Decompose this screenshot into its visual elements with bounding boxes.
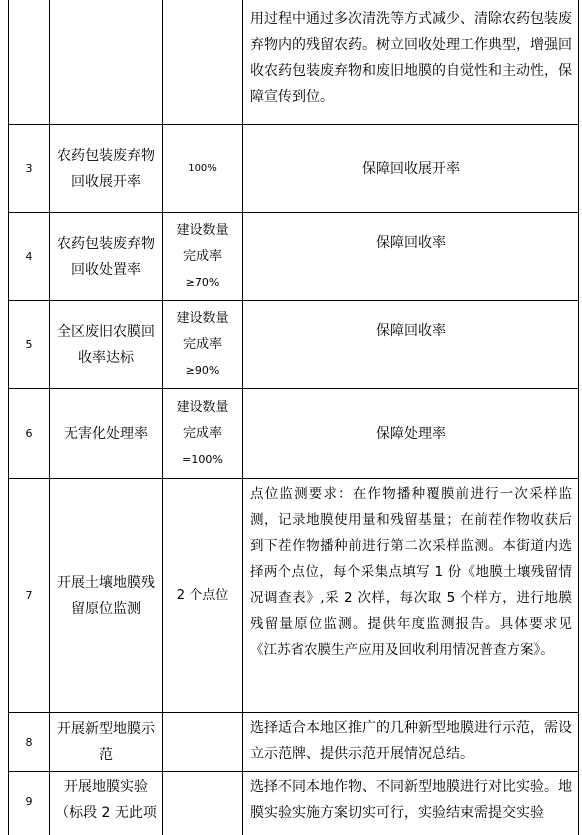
row-number: 8 [25,735,33,749]
target-line: 建设数量 [176,399,229,415]
table-row [0,713,582,771]
table-row [0,213,582,300]
target-line: 完成率 [182,425,222,441]
target-value [163,713,242,771]
item-name: 无害化处理率 [64,425,148,442]
requirement-text: 用过程中通过多次清洗等方式减少、清除农药包装废弃物内的残留农药。树立回收处理工作典型，增强回收农药包装废弃物和废旧地膜的自觉性和主动性，保障宣传到位。 [250,11,572,105]
row-number: 3 [25,162,33,175]
item-name: 开展土壤地膜残留原位监测 [57,574,155,617]
requirement-text: 选择不同本地作物、不同新型地膜进行对比实验。地膜实验实施方案切实可行，实验结束需提交实验 [250,779,572,821]
item-name: 开展地膜实验（标段 2 无此项 [55,779,157,821]
requirement-text: 保障回收展开率 [362,160,460,177]
table-row [0,301,582,388]
row-number: 9 [25,794,33,808]
requirement-text: 保障回收率 [376,235,446,251]
item-name [50,0,162,124]
target-line: 建设数量 [176,222,229,238]
table-row [0,772,582,835]
target-value [163,301,242,388]
target-line: 完成率 [182,336,222,352]
target-value [163,772,242,830]
row-number: 6 [25,427,33,440]
table-row [0,479,582,712]
table-row [0,125,582,212]
row-number: 4 [25,250,33,263]
row-number: 7 [25,589,33,602]
requirement-text: 选择适合本地区推广的几种新型地膜进行示范，需设立示范牌、提供示范开展情况总结。 [250,720,572,762]
requirement-text: 点位监测要求：在作物播种覆膜前进行一次采样监测，记录地膜使用量和残留基量；在前茬作物收获后到下茬作物播种前进行第二次采样监测。本街道内选择两个点位，每个采集点填写 1 份《地膜土壤残留情况调查表》,采 2 次样，每次取 5 个样方，进行地膜残留量原位监测。提供年度监测报告。具体要求见《江苏省农膜生产应用及回收利用情况普查方案》。 [250,486,572,658]
table-row [0,389,582,478]
requirement-text: 保障回收率 [376,323,446,339]
target-percent: ≥90% [185,363,220,377]
row-number [9,0,49,124]
target-value: 100% [188,162,217,174]
item-name: 农药包装废弃物回收展开率 [57,147,155,190]
item-name: 全区废旧农膜回收率达标 [57,323,155,366]
target-value [163,0,242,124]
requirement-text: 保障处理率 [376,425,446,442]
target-value: 2 个点位 [176,587,229,603]
item-name: 开展新型地膜示范 [57,721,155,763]
target-percent: ≥70% [185,275,220,289]
target-line: 完成率 [182,248,222,264]
table-row [0,0,582,124]
target-value [163,213,242,300]
item-name: 农药包装废弃物回收处置率 [57,235,155,278]
target-line: 建设数量 [176,310,229,326]
target-value [163,389,242,478]
target-percent: =100% [182,452,223,466]
row-number: 5 [25,338,33,351]
